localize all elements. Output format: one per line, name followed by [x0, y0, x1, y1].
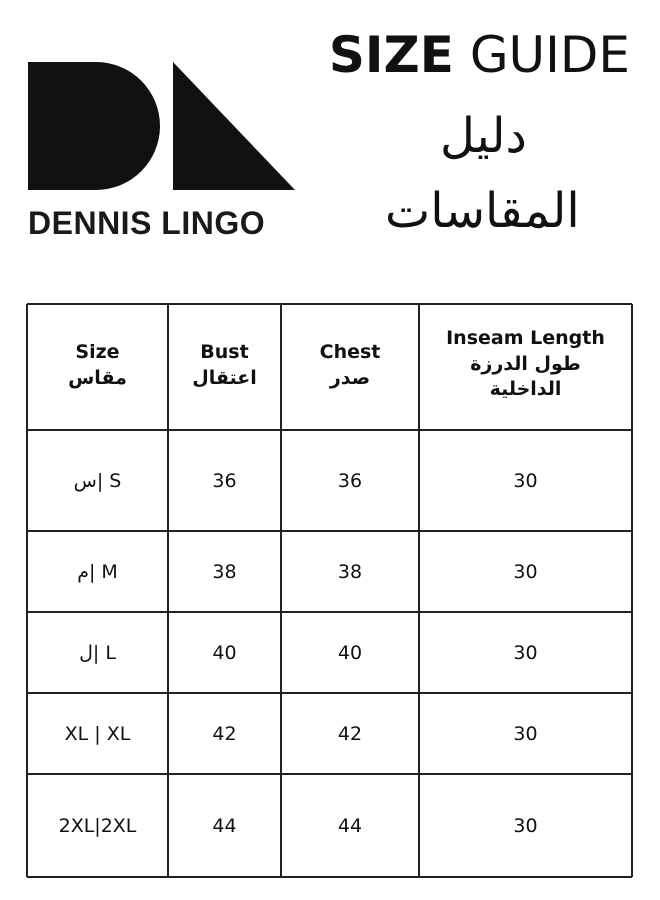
cell-chest: 44: [337, 814, 363, 837]
cell-inseam: 30: [513, 722, 538, 745]
cell-bust: 44: [212, 814, 237, 837]
cell-bust: 36: [212, 469, 237, 492]
header-size-en: Size: [75, 341, 120, 363]
header-size-ar: مقاس: [68, 366, 127, 389]
cell-bust: 40: [212, 641, 237, 664]
title-bold-word: SIZE: [328, 26, 454, 84]
header-inseam: [419, 326, 632, 403]
cell-chest: 36: [337, 469, 363, 492]
header-inseam-ar: طول الدرزة: [470, 352, 581, 375]
cell-inseam: 30: [513, 814, 538, 837]
cell-size: س| S: [73, 469, 122, 492]
cell-chest: 42: [337, 722, 363, 745]
brand-name: DENNIS LINGO: [28, 205, 266, 241]
size-guide-title-arabic-line2: المقاسات: [385, 183, 580, 239]
cell-size: 2XL|2XL: [58, 814, 137, 837]
header-bust-ar: اعتقال: [192, 366, 257, 389]
cell-inseam: 30: [513, 469, 538, 492]
header-inseam-ar-line2: الداخلية: [489, 378, 562, 401]
size-guide-title-arabic-line1: دليل: [440, 108, 527, 164]
header-bust: [168, 340, 281, 391]
cell-inseam: 30: [513, 641, 538, 664]
header-inseam-en: Inseam Length: [446, 327, 605, 349]
cell-inseam: 30: [513, 560, 538, 583]
cell-bust: 38: [212, 560, 237, 583]
cell-chest: 40: [337, 641, 363, 664]
cell-chest: 38: [337, 560, 363, 583]
header-size: [27, 340, 168, 391]
cell-size: ل| L: [79, 641, 116, 664]
cell-size: XL | XL: [64, 722, 131, 745]
header-chest: [281, 340, 419, 391]
cell-bust: 42: [212, 722, 237, 745]
header-bust-en: Bust: [200, 341, 249, 363]
header-chest-ar: صدر: [329, 366, 371, 389]
title-regular-word: GUIDE: [469, 26, 630, 84]
header-chest-en: Chest: [319, 341, 381, 363]
cell-size: م| M: [77, 560, 118, 583]
